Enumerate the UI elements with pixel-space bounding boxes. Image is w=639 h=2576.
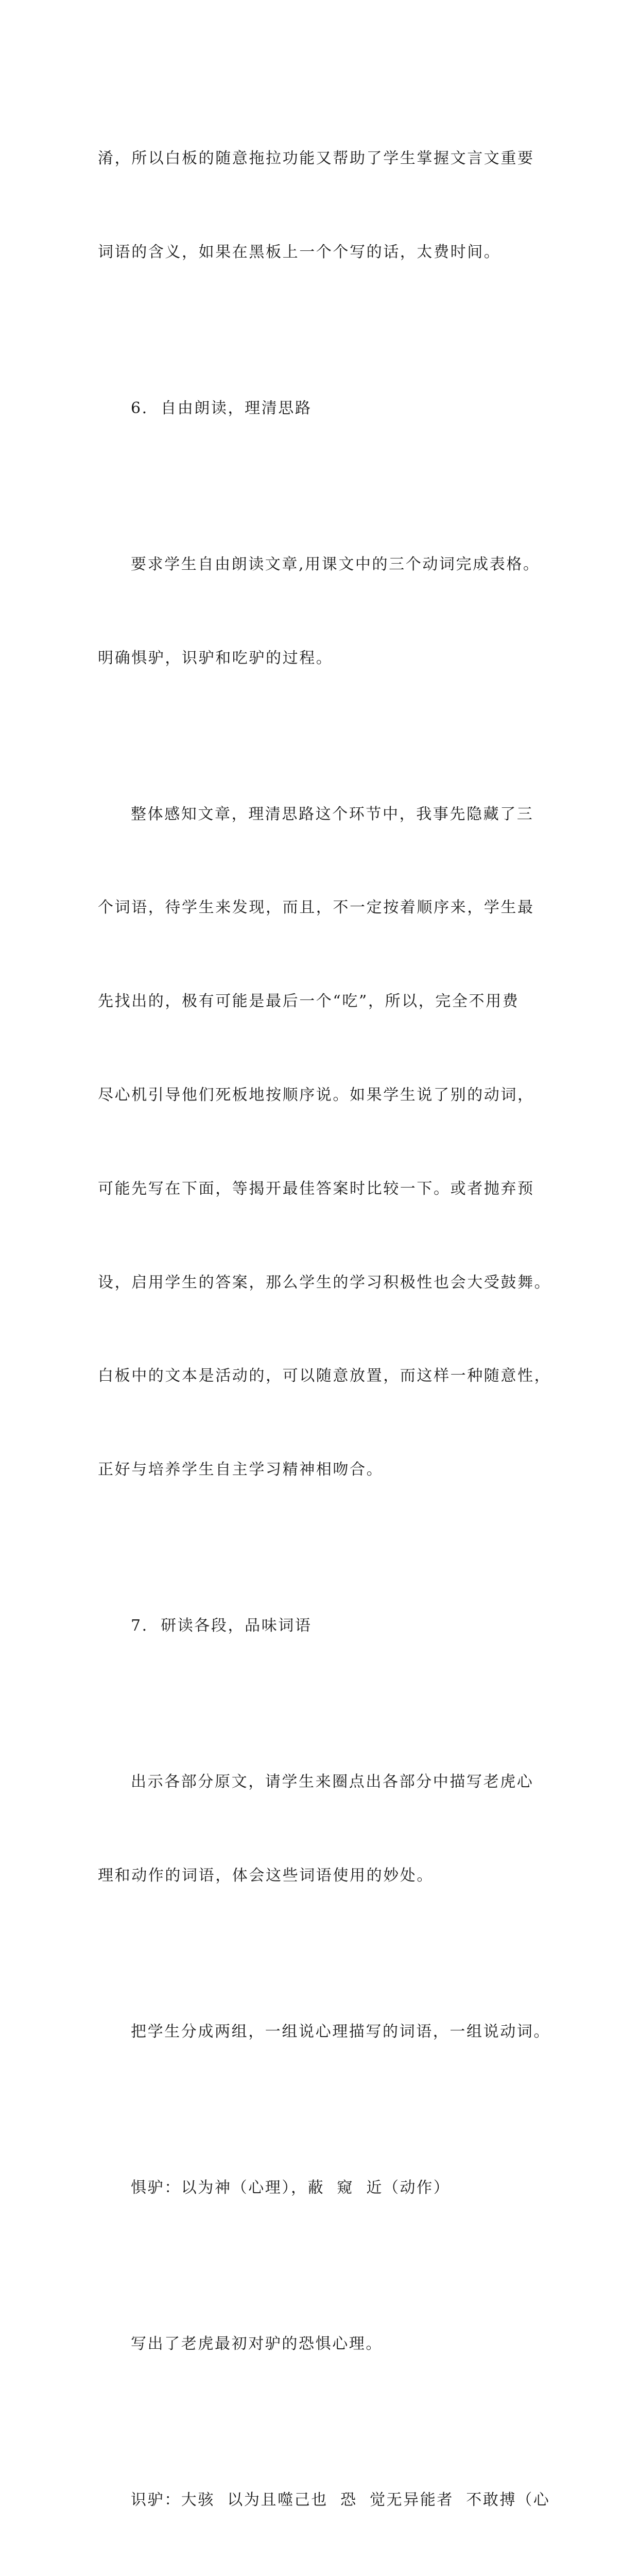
text-line: 7. 研读各段，品味词语 — [131, 1617, 312, 1635]
paragraph — [98, 487, 541, 737]
text-line: 出示各部分原文，请学生来圈点出各部分中描写老虎心 — [131, 1773, 534, 1791]
text-line: 6. 自由朗读，理清思路 — [131, 399, 312, 417]
paragraph — [98, 736, 551, 1548]
section-heading-6 — [98, 331, 541, 487]
text-line: 明确惧驴，识驴和吃驴的过程。 — [98, 649, 333, 667]
text-line: 设，启用学生的答案，那么学生的学习积极性也会大受鼓舞。 — [98, 1273, 551, 1292]
paragraph — [98, 1954, 550, 2110]
text-line: 识驴：大骇 以为且噬己也 恐 觉无异能者 不敢搏（心 — [131, 2490, 550, 2509]
paragraph — [98, 81, 541, 331]
text-line: 尽心机引导他们死板地按顺序说。如果学生说了别的动词， — [98, 1086, 534, 1104]
text-line: 淆，所以白板的随意拖拉功能又帮助了学生掌握文言文重要 — [98, 149, 534, 168]
text-line: 白板中的文本是活动的，可以随意放置，而这样一种随意性， — [98, 1367, 551, 1385]
text-line: 理和动作的词语，体会这些词语使用的妙处。 — [98, 1866, 434, 1885]
text-line: 要求学生自由朗读文章,用课文中的三个动词完成表格。 — [131, 555, 540, 573]
text-line: 整体感知文章，理清思路这个环节中，我事先隐藏了三 — [131, 805, 534, 823]
text-line: 把学生分成两组，一组说心理描写的词语，一组说动词。 — [131, 2022, 550, 2041]
document-body — [98, 81, 551, 2576]
paragraph — [98, 2422, 550, 2576]
text-line: 个词语，待学生来发现，而且，不一定按着顺序来，学生最 — [98, 899, 534, 917]
text-line: 先找出的，极有可能是最后一个“吃”，所以，完全不用费 — [98, 992, 520, 1011]
paragraph — [98, 2266, 541, 2422]
section-heading-7 — [98, 1548, 541, 1704]
text-line: 可能先写在下面，等揭开最佳答案时比较一下。或者抛弃预 — [98, 1179, 534, 1198]
paragraph — [98, 2110, 541, 2266]
text-line: 词语的含义，如果在黑板上一个个写的话，太费时间。 — [98, 243, 501, 261]
text-line: 写出了老虎最初对驴的恐惧心理。 — [131, 2334, 383, 2353]
paragraph — [98, 1704, 541, 1954]
text-line: 惧驴：以为神（心理），蔽 窥 近（动作） — [131, 2178, 451, 2197]
text-line: 正好与培养学生自主学习精神相吻合。 — [98, 1461, 384, 1479]
